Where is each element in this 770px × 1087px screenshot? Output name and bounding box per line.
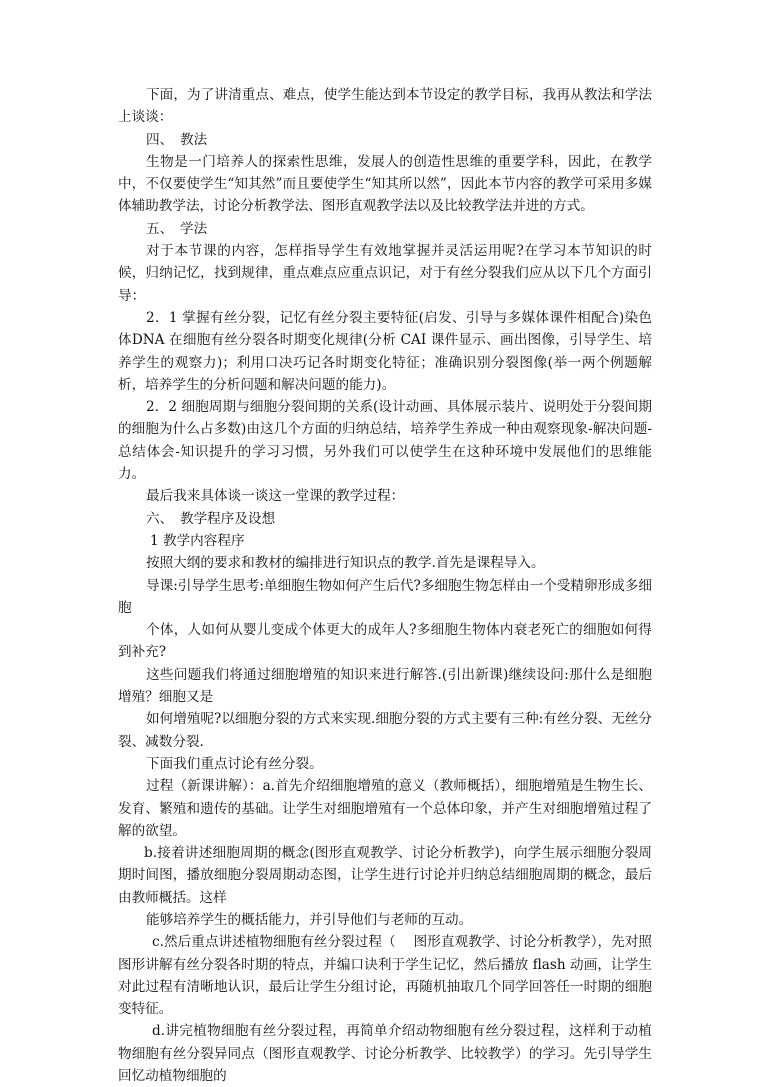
paragraph-process-a: 过程（新课讲解）：a.首先介绍细胞增殖的意义（教师概括），细胞增殖是生物生长、发育、繁殖和遗传的基础。让学生对细胞增殖有一个总体印象，并产生对细胞增殖过程了解的欲望。 — [118, 778, 652, 839]
paragraph-process-c: c.然后重点讲述植物细胞有丝分裂过程（ 图形直观教学、讨论分析教学），先对照图形讲解有丝分裂各时期的特点，并编口诀利于学生记忆，然后播放 flash 动画，让学生对此过程有清晰地认识，最后让学生分组讨论，再随机抽取几个同学回答任一时期的细胞变特征。 — [118, 934, 652, 1018]
paragraph-focus-mitosis: 下面我们重点讨论有丝分裂。 — [146, 755, 323, 772]
heading-learning-method: 五、 学法 — [146, 220, 208, 237]
paragraph-process-b: b.接着讲述细胞周期的概念(图形直观教学、讨论分析教学)，向学生展示细胞分裂周期时间图，播放细胞分裂周期动态图，让学生进行讨论并归纳总结细胞周期的概念，最后由教师概括。这样 — [118, 845, 652, 906]
paragraph-questions-cont: 如何增殖呢?以细胞分裂的方式来实现.细胞分裂的方式主要有三种:有丝分裂、无丝分裂、减数分裂. — [118, 711, 652, 750]
heading-teaching-method: 四、 教法 — [146, 131, 208, 148]
paragraph-learning-method: 对于本节课的内容，怎样指导学生有效地掌握并灵活运用呢?在学习本节知识的时候，归纳记忆，找到规律，重点难点应重点识记，对于有丝分裂我们应从以下几个方面引导： — [118, 243, 652, 304]
paragraph-process-b-cont: 能够培养学生的概括能力，并引导他们与老师的互动。 — [146, 911, 473, 928]
subheading-content-procedure: 1 教学内容程序 — [150, 532, 245, 549]
paragraph-point-2-2: 2．2 细胞周期与细胞分裂间期的关系(设计动画、具体展示装片、说明处于分裂间期的细胞为什么占多数)由这几个方面的归纳总结，培养学生养成一种由观察现象-解决问题-总结体会-知识提升的学习习惯，另外我们可以使学生在这种环境中发展他们的思维能力。 — [118, 399, 652, 483]
paragraph-teaching-method: 生物是一门培养人的探索性思维，发展人的创造性思维的重要学科，因此，在教学中，不仅要使学生“知其然”而且要使学生“知其所以然”，因此本节内容的教学可采用多媒体辅助教学法，讨论分析教学法、图形直观教学法以及比较教学法并进的方式。 — [118, 153, 652, 215]
paragraph-point-2-1: 2．1 掌握有丝分裂，记忆有丝分裂主要特征(启发、引导与多媒体课件相配合)染色体DNA 在细胞有丝分裂各时期变化规律(分析 CAI 课件显示、画出图像，引导学生、培养学生的观察力)；利用口决巧记各时期变化特征；准确识别分裂图像(举一两个例题解析，培养学生的分析问题和解决问题的能力)。 — [118, 309, 652, 393]
paragraph-process-intro: 最后我来具体谈一谈这一堂课的教学过程： — [146, 488, 405, 505]
paragraph-lead-in-cont: 个体，人如何从婴儿变成个体更大的成年人?多细胞生物体内衰老死亡的细胞如何得到补充? — [118, 622, 652, 661]
paragraph-process-d: d.讲完植物细胞有丝分裂过程，再简单介绍动物细胞有丝分裂过程，这样利于动植物细胞有丝分裂异同点（图形直观教学、讨论分析教学、比较教学）的学习。先引导学生回忆动植物细胞的 — [118, 1023, 652, 1085]
heading-teaching-procedure: 六、 教学程序及设想 — [146, 510, 276, 527]
paragraph-lead-in: 导课:引导学生思考:单细胞生物如何产生后代?多细胞生物怎样由一个受精卵形成多细胞 — [118, 577, 652, 616]
paragraph-intro: 下面，为了讲清重点、难点，使学生能达到本节设定的教学目标，我再从教法和学法上谈谈： — [118, 87, 652, 126]
paragraph-syllabus: 按照大纲的要求和教材的编排进行知识点的教学.首先是课程导入。 — [146, 555, 545, 572]
paragraph-questions: 这些问题我们将通过细胞增殖的知识来进行解答.(引出新课)继续设问:那什么是细胞增殖？细胞又是 — [118, 666, 652, 706]
